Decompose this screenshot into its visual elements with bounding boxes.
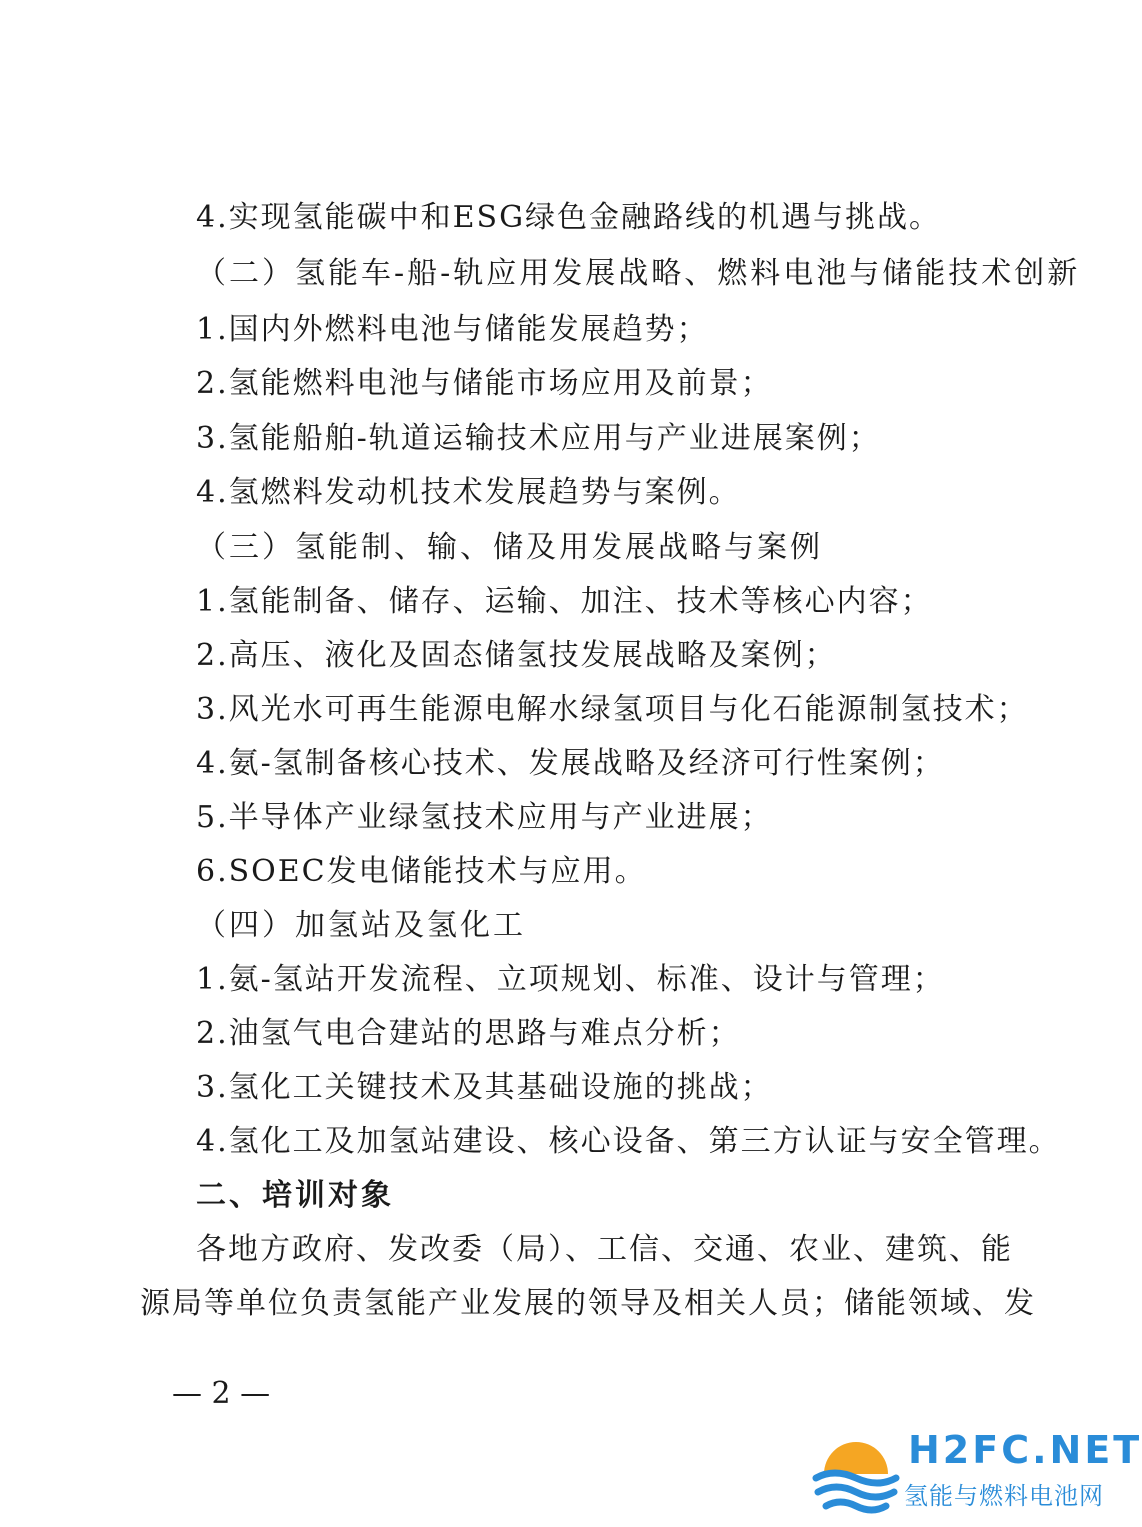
list-item: 2.氢能燃料电池与储能市场应用及前景；: [196, 366, 773, 401]
list-item: 5.半导体产业绿氢技术应用与产业进展；: [196, 800, 773, 835]
paragraph-line: 源局等单位负责氢能产业发展的领导及相关人员；储能领域、发: [140, 1286, 1036, 1321]
paragraph-line: 各地方政府、发改委（局）、工信、交通、农业、建筑、能: [196, 1232, 1013, 1267]
section-heading: （四）加氢站及氢化工: [196, 908, 526, 943]
list-item: 2.油氢气电合建站的思路与难点分析；: [196, 1016, 741, 1051]
section-heading: （三）氢能制、输、储及用发展战略与案例: [196, 530, 823, 565]
list-item: 3.氢化工关键技术及其基础设施的挑战；: [196, 1070, 773, 1105]
list-item: 4.实现氢能碳中和ESG绿色金融路线的机遇与挑战。: [196, 200, 942, 235]
list-item: 3.风光水可再生能源电解水绿氢项目与化石能源制氢技术；: [196, 692, 1029, 727]
chapter-heading: 二、培训对象: [196, 1178, 394, 1213]
sun-wave-icon: [812, 1428, 900, 1516]
list-item: 1.氨-氢站开发流程、立项规划、标准、设计与管理；: [196, 962, 945, 997]
list-item: 4.氨-氢制备核心技术、发展战略及经济可行性案例；: [196, 746, 945, 781]
watermark-logo: [812, 1424, 1142, 1520]
watermark-site: H2FC.NET: [908, 1428, 1142, 1472]
list-item: 6.SOEC发电储能技术与应用。: [196, 854, 647, 889]
list-item: 2.高压、液化及固态储氢技发展战略及案例；: [196, 638, 837, 673]
page-number: — 2 —: [172, 1376, 271, 1411]
list-item: 3.氢能船舶-轨道运输技术应用与产业进展案例；: [196, 421, 881, 456]
list-item: 4.氢化工及加氢站建设、核心设备、第三方认证与安全管理。: [196, 1124, 1061, 1159]
section-heading: （二）氢能车-船-轨应用发展战略、燃料电池与储能技术创新: [196, 256, 1081, 291]
list-item: 4.氢燃料发动机技术发展趋势与案例。: [196, 475, 741, 510]
list-item: 1.氢能制备、储存、运输、加注、技术等核心内容；: [196, 584, 933, 619]
list-item: 1.国内外燃料电池与储能发展趋势；: [196, 312, 709, 347]
watermark-name: 氢能与燃料电池网: [904, 1482, 1104, 1510]
